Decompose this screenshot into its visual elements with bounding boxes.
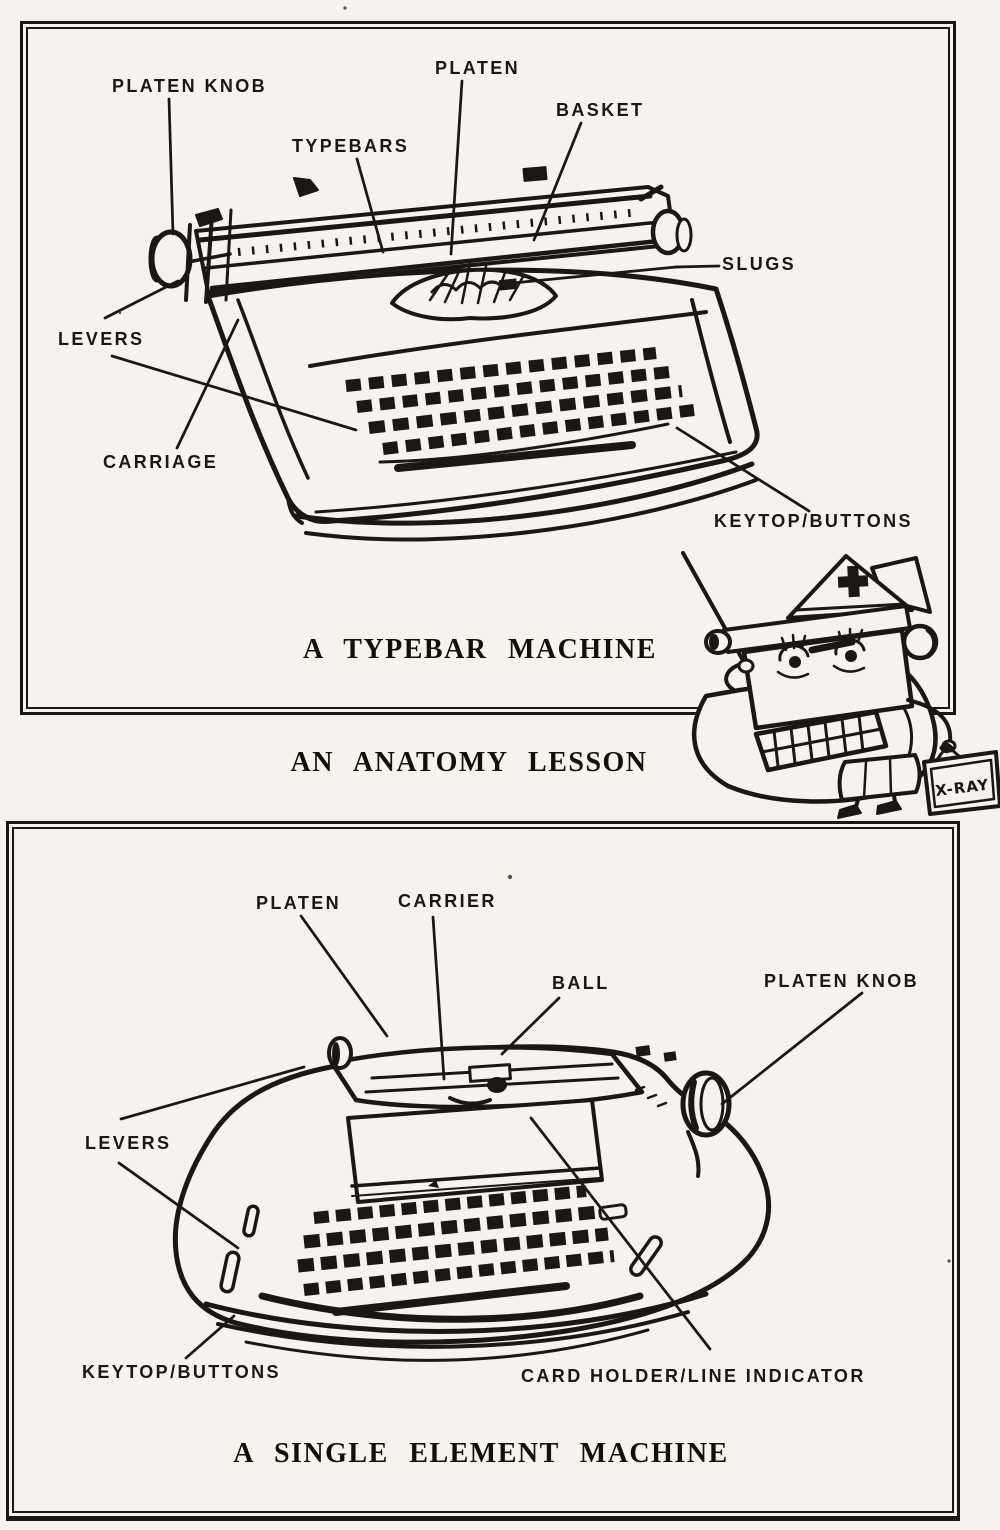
label-keytop-buttons: KEYTOP/BUTTONS <box>714 511 913 531</box>
figure2-carrier-well-part <box>332 1047 642 1107</box>
label-levers: LEVERS <box>85 1133 172 1153</box>
mascot-shoe <box>877 801 901 814</box>
label-platen: PLATEN <box>435 58 521 78</box>
label-carriage: CARRIAGE <box>103 452 219 472</box>
figure2-ball-part <box>487 1077 507 1093</box>
label-card-holder-line-indicator: CARD HOLDER/LINE INDICATOR <box>521 1366 866 1386</box>
figure1-platen-knob-part <box>152 232 190 286</box>
figure1-caption: A TYPEBAR MACHINE <box>303 634 657 665</box>
xray-bag-label: X-RAY <box>934 775 991 800</box>
label-keytop-buttons: KEYTOP/BUTTONS <box>82 1362 281 1382</box>
mascot-eye <box>845 650 857 662</box>
mascot-eye <box>789 656 801 668</box>
mascot-xray-bag <box>924 752 1000 814</box>
label-ball: BALL <box>552 973 610 993</box>
label-platen-knob: PLATEN KNOB <box>764 971 920 991</box>
label-levers: LEVERS <box>58 329 145 349</box>
typewriter-nurse-mascot <box>683 553 1000 818</box>
label-platen: PLATEN <box>256 893 342 913</box>
figure2-caption: A SINGLE ELEMENT MACHINE <box>233 1438 729 1469</box>
mascot-shoe <box>838 805 861 818</box>
label-carrier: CARRIER <box>398 891 497 911</box>
label-platen-knob: PLATEN KNOB <box>112 76 268 96</box>
figure1-slugs-part <box>500 279 517 290</box>
section-title: AN ANATOMY LESSON <box>290 747 648 778</box>
label-slugs: SLUGS <box>722 254 797 274</box>
mascot-skirt <box>840 755 920 800</box>
label-basket: BASKET <box>556 100 645 120</box>
label-typebars: TYPEBARS <box>292 136 410 156</box>
